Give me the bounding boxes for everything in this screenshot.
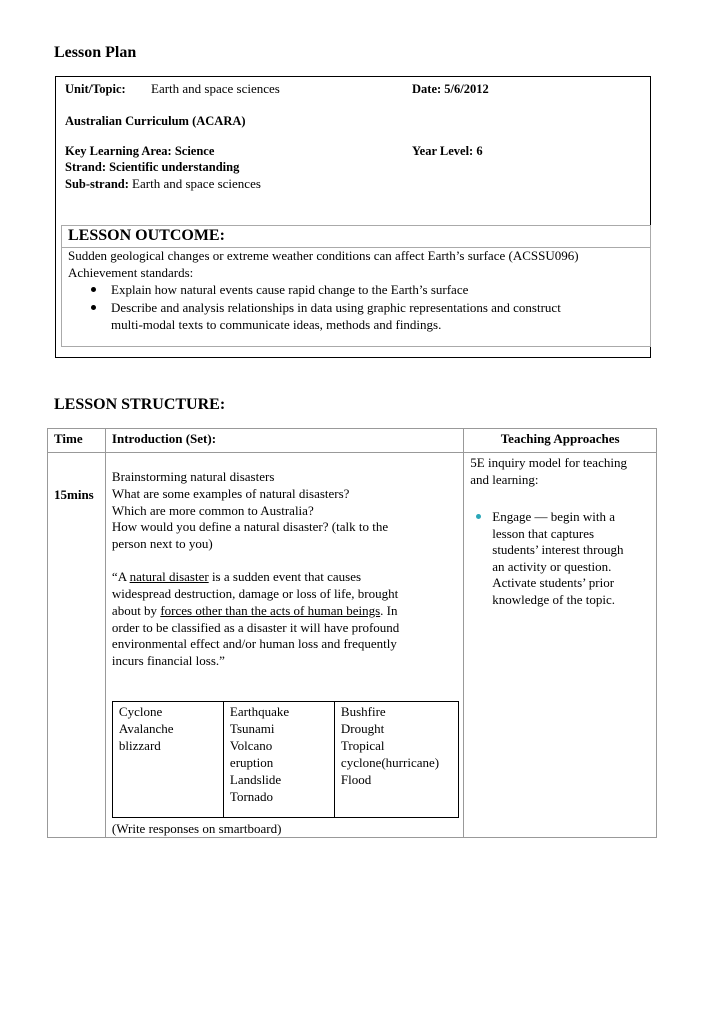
disasters-column-3 [334, 702, 458, 818]
introduction-header-label: Introduction (Set): [111, 431, 217, 446]
date: Date: 5/6/2012 [412, 82, 489, 96]
introduction-cell [105, 453, 463, 838]
definition-quote-line: environmental effect and/or human loss and frequently [111, 636, 397, 651]
list-item: Avalanche [118, 721, 174, 736]
engage-line: Activate students’ prior [492, 575, 615, 590]
smartboard-note: (Write responses on smartboard) [111, 821, 282, 836]
definition-quote-line [112, 602, 398, 619]
intro-line: Brainstorming natural disasters [111, 469, 275, 484]
list-item: cyclone(hurricane) [340, 755, 440, 770]
outcome-bullet-1: Explain how natural events cause rapid change to the Earth’s surface [111, 282, 469, 297]
year-level: Year Level: 6 [412, 144, 483, 158]
definition-quote-line: widespread destruction, damage or loss of life, brought [111, 586, 399, 601]
lesson-outcome-header [62, 226, 650, 248]
teaching-approaches-cell [464, 453, 657, 838]
lesson-structure-table [47, 428, 657, 838]
bullet-icon [91, 287, 96, 292]
curriculum: Australian Curriculum (ACARA) [65, 114, 246, 128]
sub-strand-label: Sub-strand: [65, 177, 129, 191]
outcome-statement: Sudden geological changes or extreme weather conditions can affect Earth’s surface (ACSSU096) [68, 248, 579, 263]
sub-strand-value: Earth and space sciences [132, 176, 261, 191]
intro-line: Which are more common to Australia? [111, 503, 314, 518]
key-learning-area: Key Learning Area: Science [65, 144, 215, 158]
bullet-icon [91, 305, 96, 310]
unit-label: Unit/Topic: [65, 82, 126, 96]
table-row [48, 453, 657, 838]
quote-text: . In [380, 603, 398, 618]
intro-line: person next to you) [111, 536, 213, 551]
quote-text: “A [111, 569, 130, 584]
list-item: blizzard [118, 738, 161, 753]
list-item: Cyclone [118, 704, 163, 719]
disasters-column-1 [112, 702, 223, 818]
teaching-approaches-label: Teaching Approaches [500, 431, 620, 446]
engage-line: lesson that captures [492, 526, 595, 541]
lesson-outcome-box [61, 225, 651, 347]
introduction-header [105, 429, 463, 453]
teaching-approaches-header [464, 429, 657, 453]
list-item: Bushfire [340, 704, 386, 719]
approach-line: 5E inquiry model for teaching [470, 455, 627, 470]
list-item: Landslide [229, 772, 282, 787]
achievement-standards-label: Achievement standards: [68, 265, 194, 280]
list-item: Tornado [229, 789, 274, 804]
page-title: Lesson Plan [54, 44, 137, 61]
list-item: Drought [340, 721, 385, 736]
table-header-row [48, 429, 657, 453]
list-item: Flood [340, 772, 372, 787]
table-row [112, 702, 458, 818]
sub-strand [65, 176, 261, 192]
list-item: eruption [229, 755, 274, 770]
list-item: Volcano [229, 738, 273, 753]
engage-line: knowledge of the topic. [492, 592, 616, 607]
list-item: Tropical [340, 738, 385, 753]
outcome-bullet-2: Describe and analysis relationships in data using graphic representations and construct [111, 300, 561, 315]
intro-line: What are some examples of natural disasters? [111, 486, 350, 501]
list-item: Tsunami [229, 721, 275, 736]
outcome-bullet-2-cont: multi-modal texts to communicate ideas, methods and findings. [111, 317, 442, 332]
intro-line: How would you define a natural disaster? (talk to the [111, 519, 389, 534]
bullet-icon [476, 514, 481, 519]
disasters-table [112, 701, 459, 818]
definition-quote-line: incurs financial loss.” [111, 653, 225, 668]
quote-text: is a sudden event that causes [208, 569, 362, 584]
unit-value: Earth and space sciences [151, 81, 280, 96]
engage-line: an activity or question. [492, 559, 612, 574]
time-header [48, 429, 106, 453]
engage-line: students’ interest through [492, 542, 624, 557]
quote-underlined: forces other than the acts of human beings [160, 603, 381, 618]
quote-underlined: natural disaster [129, 569, 209, 584]
definition-quote-line: order to be classified as a disaster it will have profound [111, 620, 400, 635]
list-item: Earthquake [229, 704, 290, 719]
disasters-column-2 [223, 702, 334, 818]
time-value: 15mins [54, 487, 94, 502]
time-header-label: Time [54, 431, 83, 446]
approach-line: and learning: [470, 472, 539, 487]
lesson-outcome-heading: LESSON OUTCOME: [68, 227, 225, 244]
strand: Strand: Scientific understanding [65, 160, 240, 174]
definition-quote-line [112, 568, 361, 585]
time-cell [48, 453, 106, 838]
lesson-structure-heading: LESSON STRUCTURE: [54, 396, 226, 413]
quote-text: about by [111, 603, 161, 618]
engage-line: Engage — begin with a [492, 509, 616, 524]
